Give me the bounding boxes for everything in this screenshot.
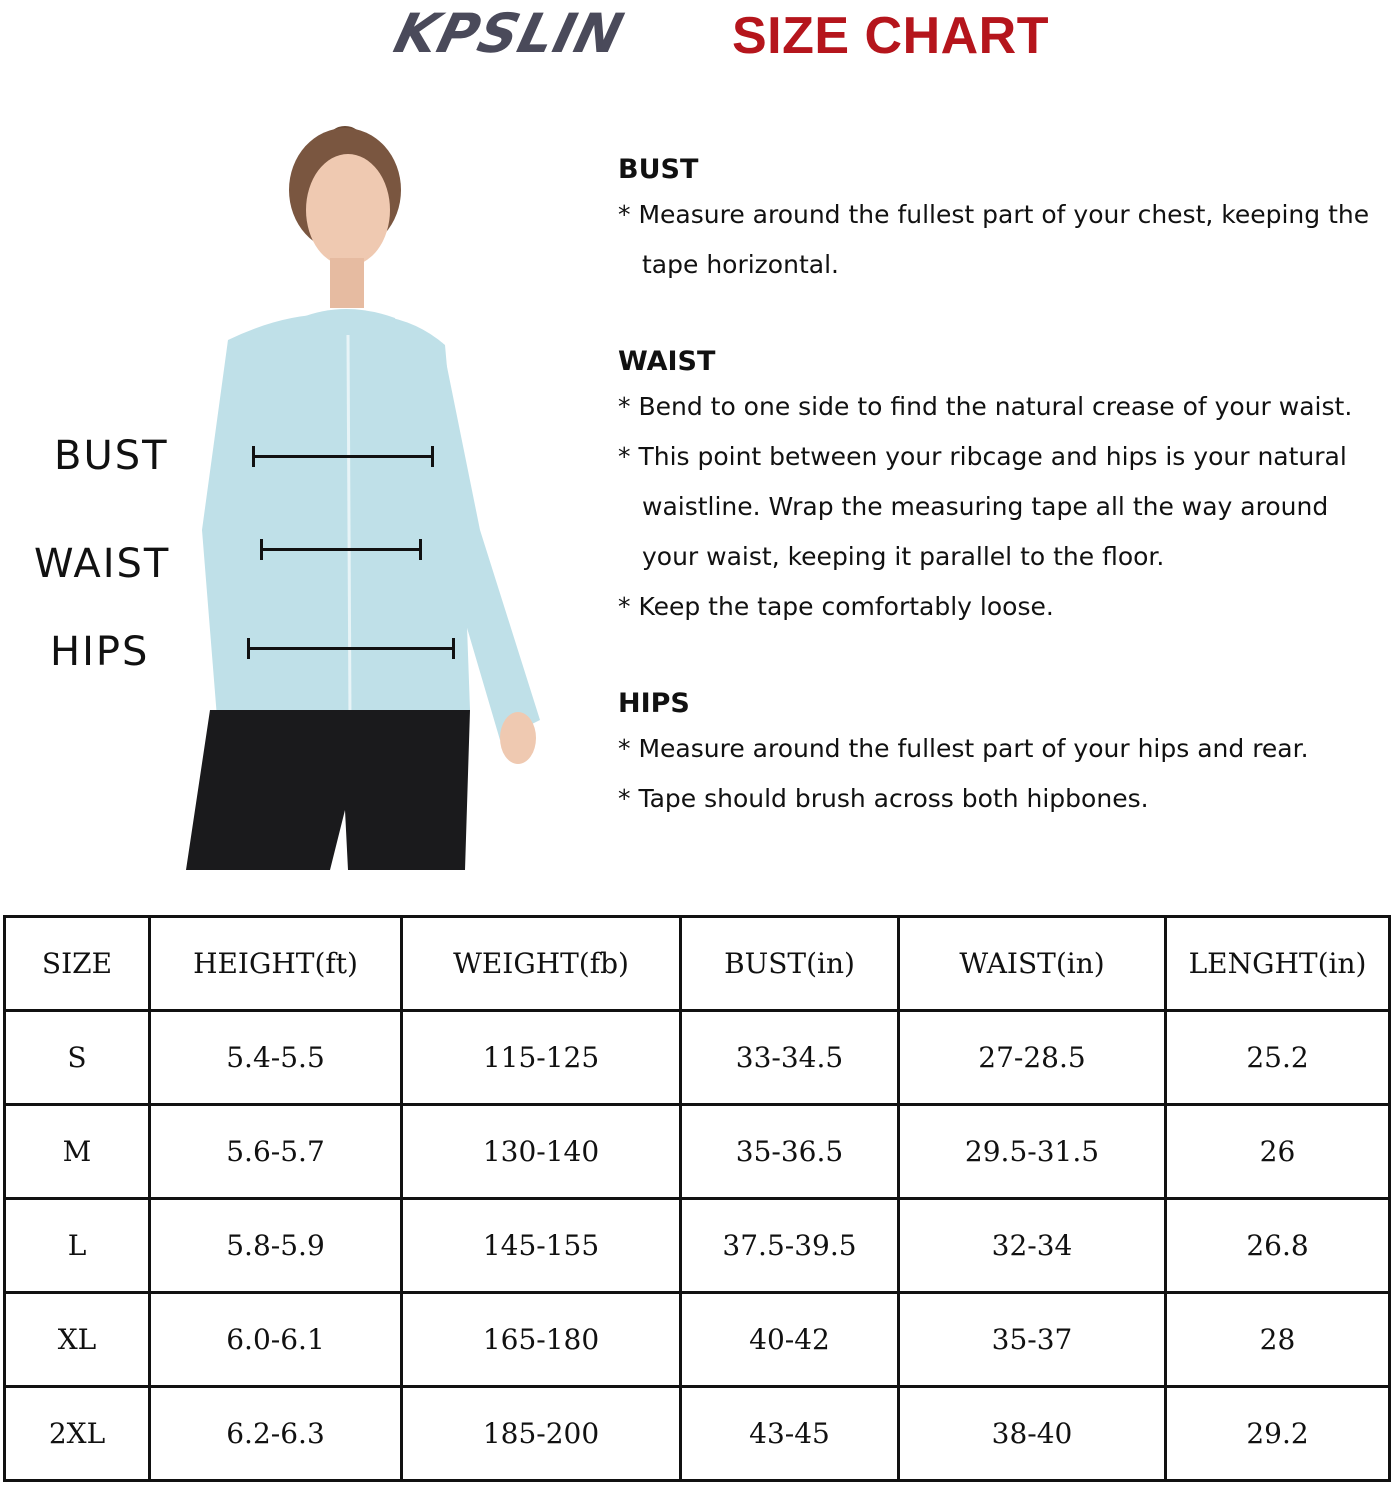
instruction-bullet: * Measure around the fullest part of your hips and rear.	[618, 734, 1309, 763]
column-header: BUST(in)	[681, 917, 899, 1011]
page-title: SIZE CHART	[732, 7, 1049, 65]
table-header-row	[5, 917, 1390, 1011]
waist-measure-line	[260, 548, 422, 551]
table-cell: 2XL	[5, 1387, 150, 1481]
hips-measure-line	[247, 647, 455, 650]
instruction-section	[618, 684, 1378, 824]
table-row	[5, 1011, 1390, 1105]
table-cell: 26.8	[1166, 1199, 1390, 1293]
table-row	[5, 1105, 1390, 1199]
table-cell: L	[5, 1199, 150, 1293]
bust-label: BUST	[54, 433, 169, 479]
brand-logo: KPSLIN	[388, 2, 630, 65]
table-cell: S	[5, 1011, 150, 1105]
instruction-title: WAIST	[618, 346, 716, 377]
table-cell: 6.0-6.1	[150, 1293, 402, 1387]
table-cell: 5.4-5.5	[150, 1011, 402, 1105]
instruction-section	[618, 150, 1378, 290]
bust-measure-line	[252, 455, 434, 458]
table-cell: 165-180	[402, 1293, 681, 1387]
measurement-instructions	[618, 150, 1378, 876]
model-figure-svg	[180, 110, 560, 870]
table-cell: XL	[5, 1293, 150, 1387]
size-table	[3, 915, 1391, 1482]
instruction-bullet: * This point between your ribcage and hips is your natural waistline. Wrap the measuring tape all the way around your waist, keeping it parallel to the floor.	[618, 442, 1347, 571]
table-cell: 25.2	[1166, 1011, 1390, 1105]
instruction-bullet: * Bend to one side to find the natural crease of your waist.	[618, 392, 1353, 421]
table-cell: 26	[1166, 1105, 1390, 1199]
table-cell: 38-40	[899, 1387, 1166, 1481]
neck	[330, 258, 364, 308]
instruction-bullet: * Tape should brush across both hipbones.	[618, 784, 1149, 813]
model-illustration	[180, 110, 560, 870]
table-row	[5, 1199, 1390, 1293]
column-header: HEIGHT(ft)	[150, 917, 402, 1011]
header	[0, 0, 1392, 80]
hips-label: HIPS	[50, 629, 150, 675]
table-cell: 43-45	[681, 1387, 899, 1481]
column-header: WEIGHT(fb)	[402, 917, 681, 1011]
column-header: SIZE	[5, 917, 150, 1011]
table-cell: 145-155	[402, 1199, 681, 1293]
table-cell: M	[5, 1105, 150, 1199]
table-cell: 32-34	[899, 1199, 1166, 1293]
table-cell: 35-37	[899, 1293, 1166, 1387]
table-cell: 29.5-31.5	[899, 1105, 1166, 1199]
instruction-bullet: * Measure around the fullest part of your chest, keeping the tape horizontal.	[618, 200, 1370, 279]
instruction-bullet: * Keep the tape comfortably loose.	[618, 592, 1054, 621]
table-row	[5, 1293, 1390, 1387]
table-cell: 33-34.5	[681, 1011, 899, 1105]
instruction-title: HIPS	[618, 688, 690, 719]
table-cell: 5.6-5.7	[150, 1105, 402, 1199]
instruction-section	[618, 342, 1378, 632]
table-cell: 28	[1166, 1293, 1390, 1387]
table-row	[5, 1387, 1390, 1481]
table-cell: 35-36.5	[681, 1105, 899, 1199]
table-cell: 37.5-39.5	[681, 1199, 899, 1293]
table-cell: 27-28.5	[899, 1011, 1166, 1105]
table-cell: 5.8-5.9	[150, 1199, 402, 1293]
table-cell: 130-140	[402, 1105, 681, 1199]
table-cell: 40-42	[681, 1293, 899, 1387]
column-header: LENGHT(in)	[1166, 917, 1390, 1011]
leggings	[186, 710, 470, 870]
waist-label: WAIST	[34, 541, 171, 587]
table-cell: 115-125	[402, 1011, 681, 1105]
right-hand	[500, 712, 536, 764]
face	[306, 154, 390, 266]
column-header: WAIST(in)	[899, 917, 1166, 1011]
table-cell: 29.2	[1166, 1387, 1390, 1481]
zipper	[348, 335, 350, 720]
table-cell: 185-200	[402, 1387, 681, 1481]
instruction-title: BUST	[618, 154, 699, 185]
table-cell: 6.2-6.3	[150, 1387, 402, 1481]
